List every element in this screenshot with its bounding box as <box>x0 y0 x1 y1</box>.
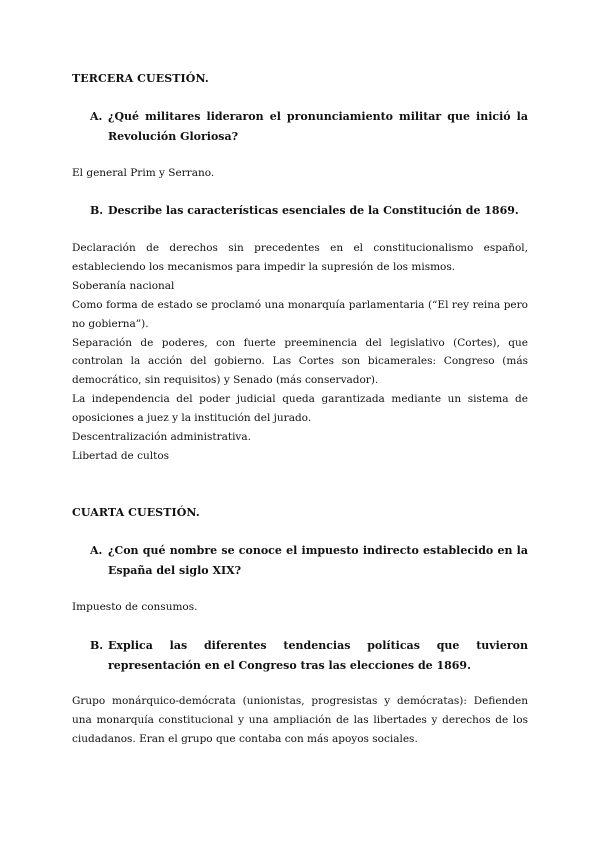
question-4b-letter: B. <box>90 639 104 652</box>
question-3a-letter: A. <box>90 110 103 123</box>
answer-3b-paragraph: Como forma de estado se proclamó una monarquía parlamentaria (“El rey reina pero no gobierna”). <box>72 298 528 330</box>
answer-3b-paragraph: La independencia del poder judicial queda garantizada mediante un sistema de oposiciones a juez y la institución del jurado. <box>72 393 528 425</box>
section-4-title: CUARTA CUESTIÓN. <box>72 506 200 519</box>
question-4b-text: Explica las diferentes tendencias políticas que tuvieron representación en el Congreso tras las elecciones de 1869. <box>108 639 528 672</box>
section-3-title: TERCERA CUESTIÓN. <box>72 72 209 85</box>
question-4a-text: ¿Con qué nombre se conoce el impuesto indirecto establecido en la España del siglo XIX? <box>108 544 528 577</box>
answer-3b <box>72 239 528 466</box>
question-3b-text: Describe las características esenciales de la Constitución de 1869. <box>108 204 519 217</box>
answer-4b: Grupo monárquico-demócrata (unionistas, progresistas y demócratas): Defienden una monarquía constitucional y una ampliación de las libertades y derechos de los ciudadanos. Eran el grupo que contaba con más apoyos sociales. <box>72 695 528 745</box>
answer-3b-paragraph: Separación de poderes, con fuerte preeminencia del legislativo (Cortes), que controlan la acción del gobierno. Las Cortes son bicamerales: Congreso (más democrático, sin requisitos) y Senado (más conservador). <box>72 336 528 387</box>
answer-3b-paragraph: Descentralización administrativa. <box>72 431 251 444</box>
question-4a-letter: A. <box>90 544 103 557</box>
question-3a-text: ¿Qué militares lideraron el pronunciamiento militar que inició la Revolución Gloriosa? <box>108 110 528 143</box>
question-4b <box>90 636 528 676</box>
question-4a <box>90 541 528 581</box>
question-3b-letter: B. <box>90 204 104 217</box>
answer-3a: El general Prim y Serrano. <box>72 167 215 179</box>
question-3b <box>90 201 528 221</box>
answer-3b-paragraph: Libertad de cultos <box>72 449 170 462</box>
answer-3b-paragraph: Declaración de derechos sin precedentes en el constitucionalismo español, estableciendo los mecanismos para impedir la supresión de los mismos. <box>72 242 528 273</box>
answer-4a: Impuesto de consumos. <box>72 601 198 613</box>
answer-3b-paragraph: Soberanía nacional <box>72 279 175 292</box>
question-3a <box>90 107 528 147</box>
